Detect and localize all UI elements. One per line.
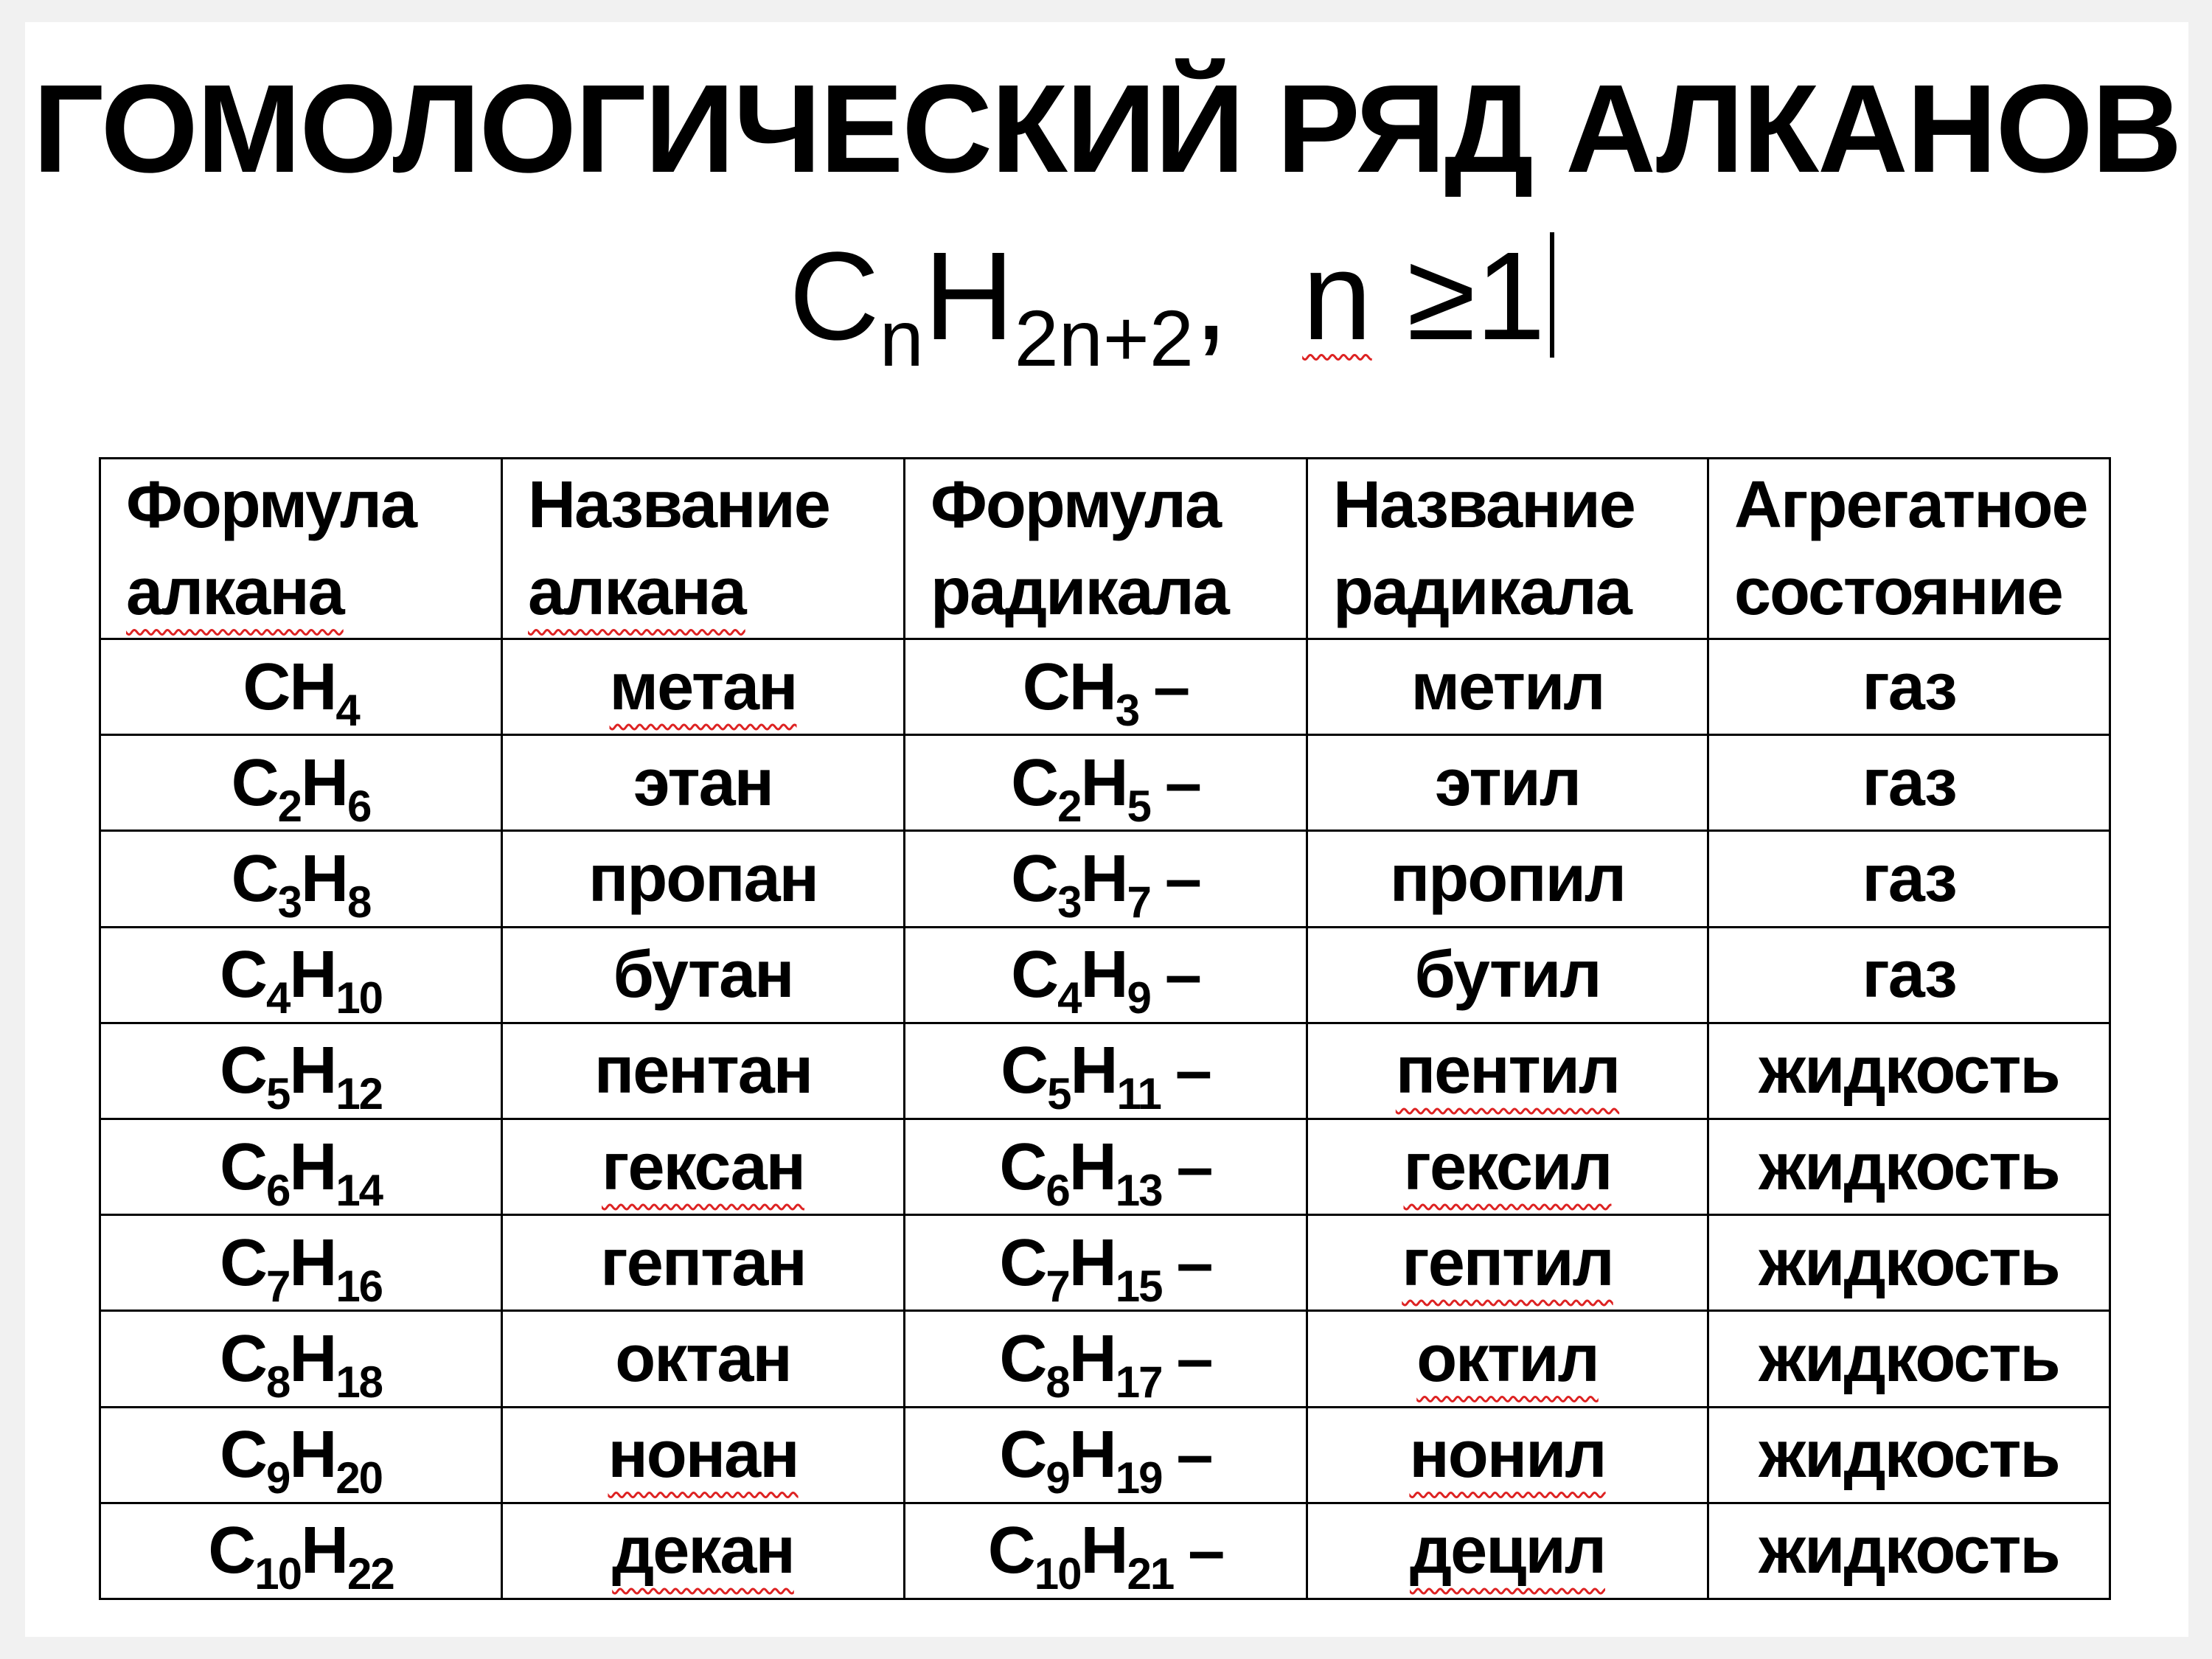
radical-formula-cell: $C_2H_5$ –: [905, 735, 1307, 831]
page-title: ГОМОЛОГИЧЕСКИЙ РЯД АЛКАНОВ: [32, 59, 2181, 199]
aggregate-state: газ: [1862, 841, 1956, 916]
alkane-formula-cell: $C_4H_{10}$: [100, 927, 502, 1023]
carbon-count: 6: [265, 1165, 290, 1215]
radical-name: гептил: [1402, 1225, 1613, 1300]
alkanes-table: [99, 457, 2111, 1600]
state-cell: [1708, 1407, 2110, 1503]
radical-carbon-count: 9: [1046, 1453, 1069, 1503]
bond-dash: –: [1164, 745, 1200, 820]
slide: [25, 22, 2188, 1637]
alkane-name: бутан: [613, 938, 793, 1012]
bond-dash: –: [1176, 1418, 1212, 1492]
state-cell: [1708, 1311, 2110, 1407]
radical-name-cell: [1307, 927, 1708, 1023]
radical-hydrogen-count: 21: [1127, 1549, 1174, 1599]
radical-name-cell: [1307, 735, 1708, 831]
radical-formula-cell: $CH_3$ –: [905, 639, 1307, 735]
hydrogen-subscript: 2n+2: [1014, 293, 1194, 383]
radical-name-cell: [1307, 1311, 1708, 1407]
hydrogen-count: 16: [335, 1261, 383, 1311]
bond-dash: –: [1176, 1130, 1212, 1204]
column-header-line: радикала: [931, 555, 1228, 629]
carbon-count: 9: [265, 1453, 290, 1503]
hydrogen-count: 4: [335, 685, 359, 735]
radical-carbon-count: 2: [1057, 781, 1081, 831]
column-header-line: алкана: [528, 555, 745, 629]
column-header: [100, 459, 502, 639]
radical-carbon-count: 8: [1046, 1357, 1069, 1407]
condition-text: ≥1: [1371, 226, 1545, 366]
radical-hydrogen-count: 13: [1115, 1165, 1162, 1215]
carbon-count: 5: [265, 1069, 290, 1119]
alkane-name-cell: [502, 1407, 905, 1503]
radical-hydrogen-count: 15: [1115, 1261, 1162, 1311]
condition-variable: n: [1302, 226, 1372, 366]
aggregate-state: жидкость: [1759, 1321, 2059, 1396]
hydrogen-count: 14: [335, 1165, 383, 1215]
carbon-symbol: C: [789, 226, 880, 366]
radical-name-cell: [1307, 1503, 1708, 1599]
radical-hydrogen-count: 3: [1115, 685, 1139, 735]
aggregate-state: жидкость: [1759, 1130, 2059, 1204]
radical-name: пентил: [1395, 1034, 1620, 1108]
radical-formula-cell: $C_7H_{15}$ –: [905, 1215, 1307, 1311]
radical-formula-cell: $C_4H_9$ –: [905, 927, 1307, 1023]
alkane-formula-cell: $C_9H_{20}$: [100, 1407, 502, 1503]
table-row: [100, 1503, 2110, 1599]
aggregate-state: жидкость: [1759, 1514, 2059, 1588]
hydrogen-count: 20: [335, 1453, 383, 1503]
alkane-name-cell: [502, 639, 905, 735]
radical-formula-cell: $C_6H_{13}$ –: [905, 1119, 1307, 1214]
alkane-name: метан: [609, 650, 797, 724]
hydrogen-count: 18: [335, 1357, 383, 1407]
alkane-formula-cell: $C_3H_8$: [100, 831, 502, 927]
hydrogen-count: 8: [347, 877, 371, 927]
table-row: [100, 1023, 2110, 1119]
state-cell: [1708, 927, 2110, 1023]
column-header-line: радикала: [1333, 555, 1631, 629]
radical-name: бутил: [1414, 938, 1601, 1012]
radical-formula-cell: $C_9H_{19}$ –: [905, 1407, 1307, 1503]
bond-dash: –: [1176, 1321, 1212, 1396]
carbon-count: 4: [265, 973, 290, 1023]
carbon-count: 3: [277, 877, 301, 927]
formula-comma: ,: [1193, 226, 1229, 366]
radical-name: этил: [1434, 745, 1581, 820]
carbon-count: 8: [265, 1357, 290, 1407]
aggregate-state: газ: [1862, 650, 1956, 724]
state-cell: [1708, 1503, 2110, 1599]
bond-dash: –: [1164, 841, 1200, 916]
radical-carbon-count: 5: [1047, 1069, 1071, 1119]
table-row: [100, 1311, 2110, 1407]
aggregate-state: жидкость: [1759, 1034, 2059, 1108]
hydrogen-symbol: H: [923, 226, 1015, 366]
radical-hydrogen-count: 7: [1127, 877, 1150, 927]
radical-formula-cell: $C_{10}H_{21}$ –: [905, 1503, 1307, 1599]
state-cell: [1708, 831, 2110, 927]
carbon-subscript: n: [879, 293, 924, 383]
alkane-formula-cell: $CH_4$: [100, 639, 502, 735]
aggregate-state: газ: [1862, 938, 1956, 1012]
table-row: [100, 1215, 2110, 1311]
alkane-formula-cell: $C_6H_{14}$: [100, 1119, 502, 1214]
radical-name-cell: [1307, 831, 1708, 927]
radical-hydrogen-count: 19: [1115, 1453, 1162, 1503]
alkane-name-cell: [502, 1215, 905, 1311]
radical-name-cell: [1307, 639, 1708, 735]
radical-hydrogen-count: 17: [1115, 1357, 1162, 1407]
table-row: [100, 639, 2110, 735]
radical-name: октил: [1416, 1321, 1599, 1396]
state-cell: [1708, 1119, 2110, 1214]
radical-name: гексил: [1403, 1130, 1612, 1204]
alkane-name-cell: [502, 927, 905, 1023]
column-header: [1307, 459, 1708, 639]
column-header-line: Название: [1333, 468, 1635, 542]
table-header-row: [100, 459, 2110, 639]
column-header-line: Агрегатное: [1734, 468, 2087, 542]
column-header: [1708, 459, 2110, 639]
state-cell: [1708, 639, 2110, 735]
column-header-line: Название: [528, 468, 830, 542]
alkane-formula-cell: $C_7H_{16}$: [100, 1215, 502, 1311]
hydrogen-count: 6: [347, 781, 371, 831]
radical-name: метил: [1411, 650, 1604, 724]
aggregate-state: газ: [1862, 745, 1956, 820]
radical-carbon-count: 6: [1046, 1165, 1069, 1215]
state-cell: [1708, 1215, 2110, 1311]
radical-carbon-count: 3: [1057, 877, 1081, 927]
alkane-formula-cell: $C_2H_6$: [100, 735, 502, 831]
radical-name-cell: [1307, 1407, 1708, 1503]
radical-formula-cell: $C_8H_{17}$ –: [905, 1311, 1307, 1407]
radical-carbon-count: 4: [1057, 973, 1081, 1023]
radical-hydrogen-count: 11: [1116, 1069, 1161, 1119]
column-header-line: Формула: [931, 468, 1221, 542]
column-header: [502, 459, 905, 639]
alkane-name: этан: [633, 745, 773, 820]
column-header: [905, 459, 1307, 639]
alkane-formula-cell: $C_5H_{12}$: [100, 1023, 502, 1119]
alkane-formula-cell: $C_{10}H_{22}$: [100, 1503, 502, 1599]
table-row: [100, 927, 2110, 1023]
bond-dash: –: [1164, 938, 1200, 1012]
carbon-count: 2: [277, 781, 301, 831]
radical-hydrogen-count: 9: [1127, 973, 1150, 1023]
alkane-name: декан: [612, 1514, 794, 1588]
radical-name: пропил: [1389, 841, 1626, 916]
alkane-name-cell: [502, 1023, 905, 1119]
alkane-name: гептан: [600, 1225, 806, 1300]
table-row: [100, 1407, 2110, 1503]
alkane-name-cell: [502, 1503, 905, 1599]
column-header-line: алкана: [126, 555, 344, 629]
column-header-line: состояние: [1734, 555, 2062, 629]
alkane-name: гексан: [602, 1130, 804, 1204]
hydrogen-count: 10: [335, 973, 383, 1023]
table-row: [100, 831, 2110, 927]
table-row: [100, 1119, 2110, 1214]
general-formula: [789, 226, 1554, 383]
radical-carbon-count: 7: [1046, 1261, 1069, 1311]
hydrogen-count: 22: [347, 1549, 394, 1599]
radical-formula-cell: $C_3H_7$ –: [905, 831, 1307, 927]
radical-name: децил: [1409, 1514, 1605, 1588]
state-cell: [1708, 735, 2110, 831]
text-cursor: [1550, 232, 1554, 358]
bond-dash: –: [1153, 650, 1189, 724]
radical-carbon-count: 10: [1034, 1549, 1081, 1599]
table-row: [100, 735, 2110, 831]
column-header-line: Формула: [126, 468, 417, 542]
radical-name-cell: [1307, 1215, 1708, 1311]
radical-formula-cell: $C_5H_{11}$ –: [905, 1023, 1307, 1119]
aggregate-state: жидкость: [1759, 1225, 2059, 1300]
bond-dash: –: [1188, 1514, 1224, 1588]
alkane-name: пентан: [594, 1034, 813, 1108]
aggregate-state: жидкость: [1759, 1418, 2059, 1492]
carbon-count: 7: [265, 1261, 290, 1311]
radical-name-cell: [1307, 1023, 1708, 1119]
radical-hydrogen-count: 5: [1127, 781, 1150, 831]
hydrogen-count: 12: [335, 1069, 383, 1119]
state-cell: [1708, 1023, 2110, 1119]
carbon-count: 10: [254, 1549, 301, 1599]
radical-name-cell: [1307, 1119, 1708, 1214]
bond-dash: –: [1175, 1034, 1211, 1108]
alkane-name-cell: [502, 1119, 905, 1214]
alkane-name-cell: [502, 1311, 905, 1407]
alkane-name-cell: [502, 735, 905, 831]
alkane-name: нонан: [608, 1418, 799, 1492]
radical-name: нонил: [1409, 1418, 1606, 1492]
alkane-name-cell: [502, 831, 905, 927]
alkane-formula-cell: $C_8H_{18}$: [100, 1311, 502, 1407]
bond-dash: –: [1176, 1225, 1212, 1300]
alkane-name: октан: [615, 1321, 791, 1396]
alkane-name: пропан: [588, 841, 818, 916]
